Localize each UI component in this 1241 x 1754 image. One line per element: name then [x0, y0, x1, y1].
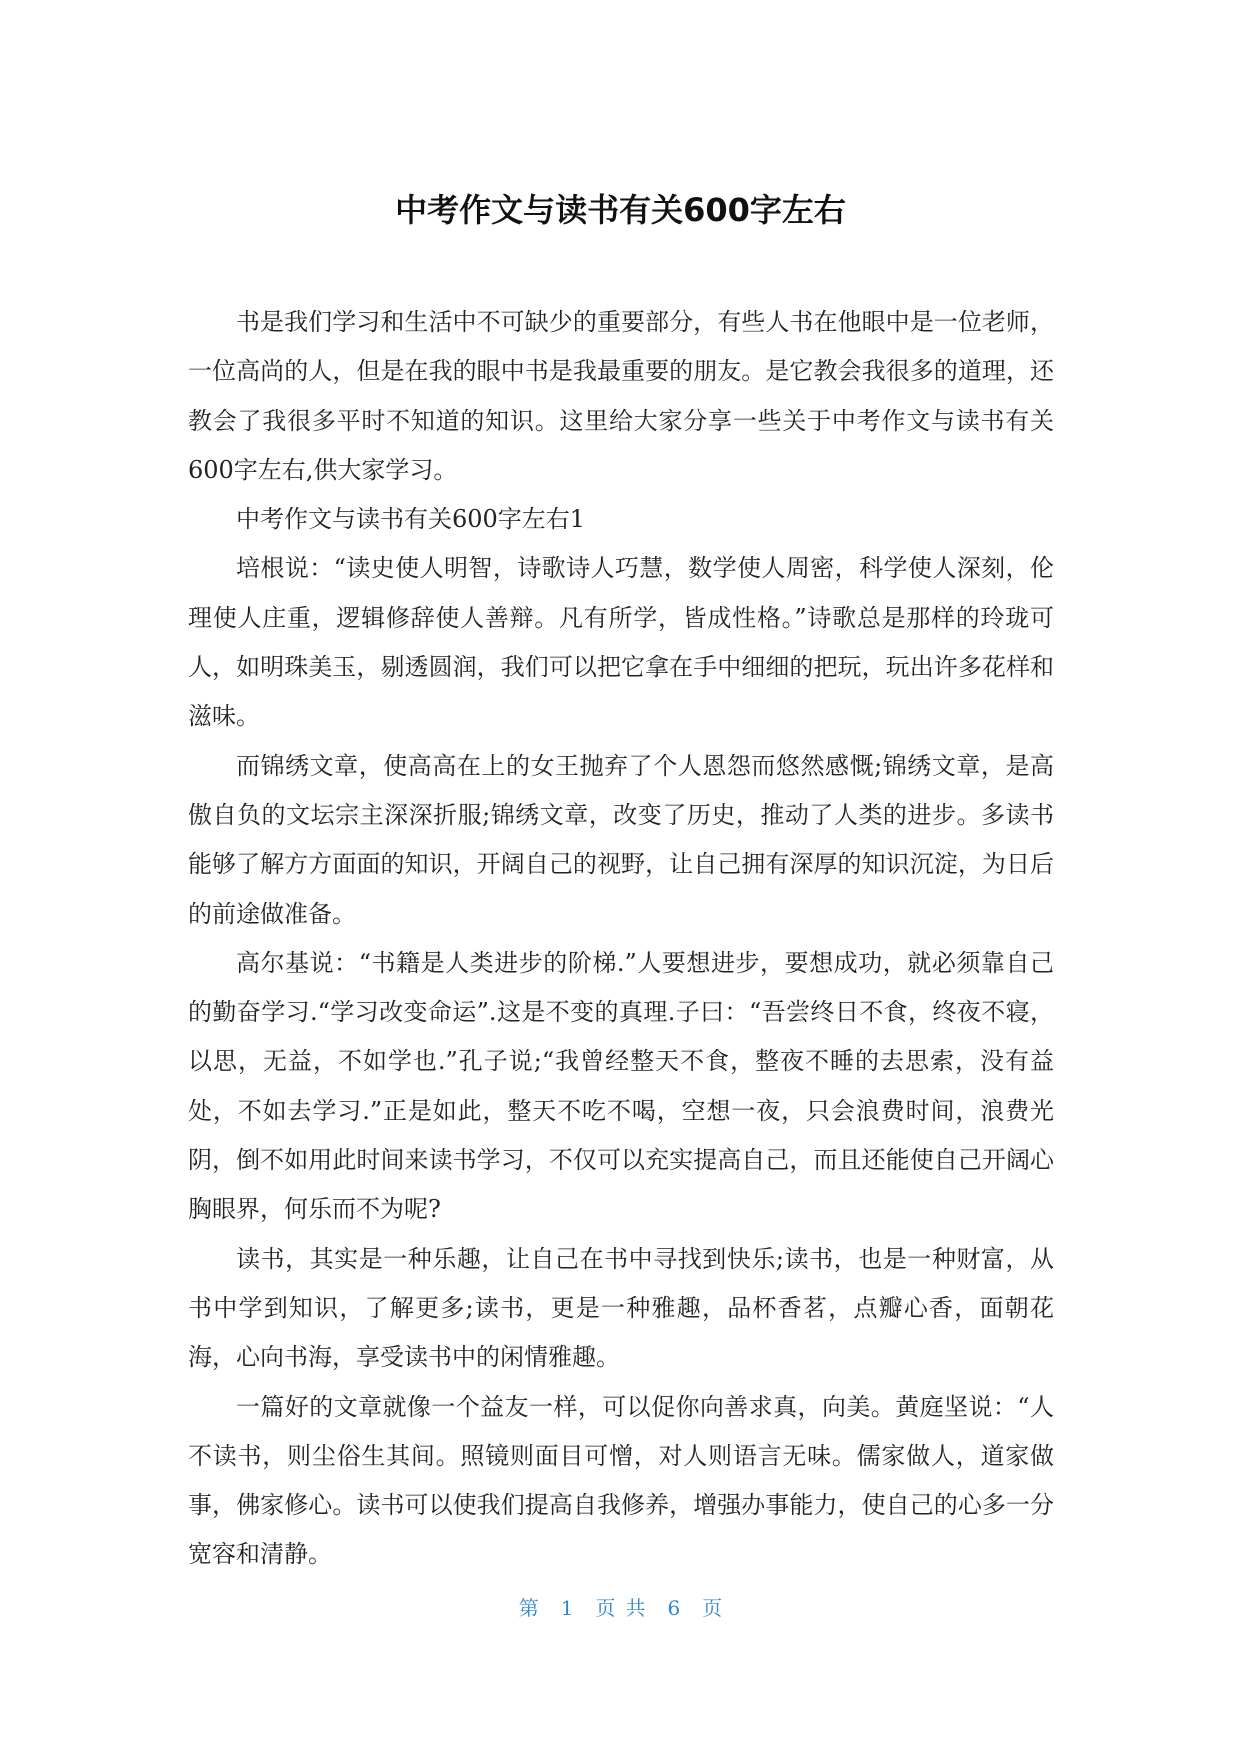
paragraph: 一篇好的文章就像一个益友一样，可以促你向善求真，向美。黄庭坚说：“人不读书，则尘俗生其间。照镜则面目可憎，对人则语言无味。儒家做人，道家做事，佛家修心。读书可以使我们提高自我修养，增强办事能力，使自己的心多一分宽容和清静。: [188, 1392, 1054, 1569]
paragraph: 而锦绣文章，使高高在上的女王抛弃了个人恩怨而悠然感慨;锦绣文章，是高傲自负的文坛宗主深深折服;锦绣文章，改变了历史，推动了人类的进步。多读书能够了解方方面面的知识，开阔自己的视野，让自己拥有深厚的知识沉淀，为日后的前途做准备。: [188, 751, 1054, 928]
section-heading: 中考作文与读书有关600字左右1: [236, 505, 586, 534]
document-body: [188, 298, 1054, 1580]
footer-gong: 共: [625, 1596, 646, 1620]
footer-total-pages: 6: [667, 1596, 681, 1620]
paragraph: 读书，其实是一种乐趣，让自己在书中寻找到快乐;读书，也是一种财富，从书中学到知识，了解更多;读书，更是一种雅趣，品杯香茗，点瓣心香，面朝花海，心向书海，享受读书中的闲情雅趣。: [188, 1244, 1054, 1372]
paragraph: 高尔基说：“书籍是人类进步的阶梯.”人要想进步，要想成功，就必须靠自己的勤奋学习.“学习改变命运”.这是不变的真理.子曰：“吾尝终日不食，终夜不寝，以思，无益，不如学也.”孔子说;“我曾经整天不食，整夜不睡的去思索，没有益处，不如去学习.”正是如此，整天不吃不喝，空想一夜，只会浪费时间，浪费光阴，倒不如用此时间来读书学习，不仅可以充实提高自己，而且还能使自己开阔心胸眼界，何乐而不为呢?: [188, 948, 1054, 1224]
paragraph: 培根说：“读史使人明智，诗歌诗人巧慧，数学使人周密，科学使人深刻，伦理使人庄重，逻辑修辞使人善辩。凡有所学，皆成性格。”诗歌总是那样的玲珑可人，如明珠美玉，剔透圆润，我们可以把它拿在手中细细的把玩，玩出许多花样和滋味。: [188, 554, 1054, 731]
paragraph-intro: 书是我们学习和生活中不可缺少的重要部分，有些人书在他眼中是一位老师，一位高尚的人，但是在我的眼中书是我最重要的朋友。是它教会我很多的道理，还教会了我很多平时不知道的知识。这里给大家分享一些关于中考作文与读书有关600字左右,供大家学习。: [188, 308, 1054, 484]
page-footer: [0, 1594, 1241, 1622]
footer-page-number: 1: [560, 1596, 574, 1620]
footer-di: 第: [518, 1596, 539, 1620]
footer-ye2: 页: [702, 1596, 723, 1620]
document-title: 中考作文与读书有关600字左右: [395, 191, 846, 229]
footer-ye: 页: [595, 1596, 616, 1620]
